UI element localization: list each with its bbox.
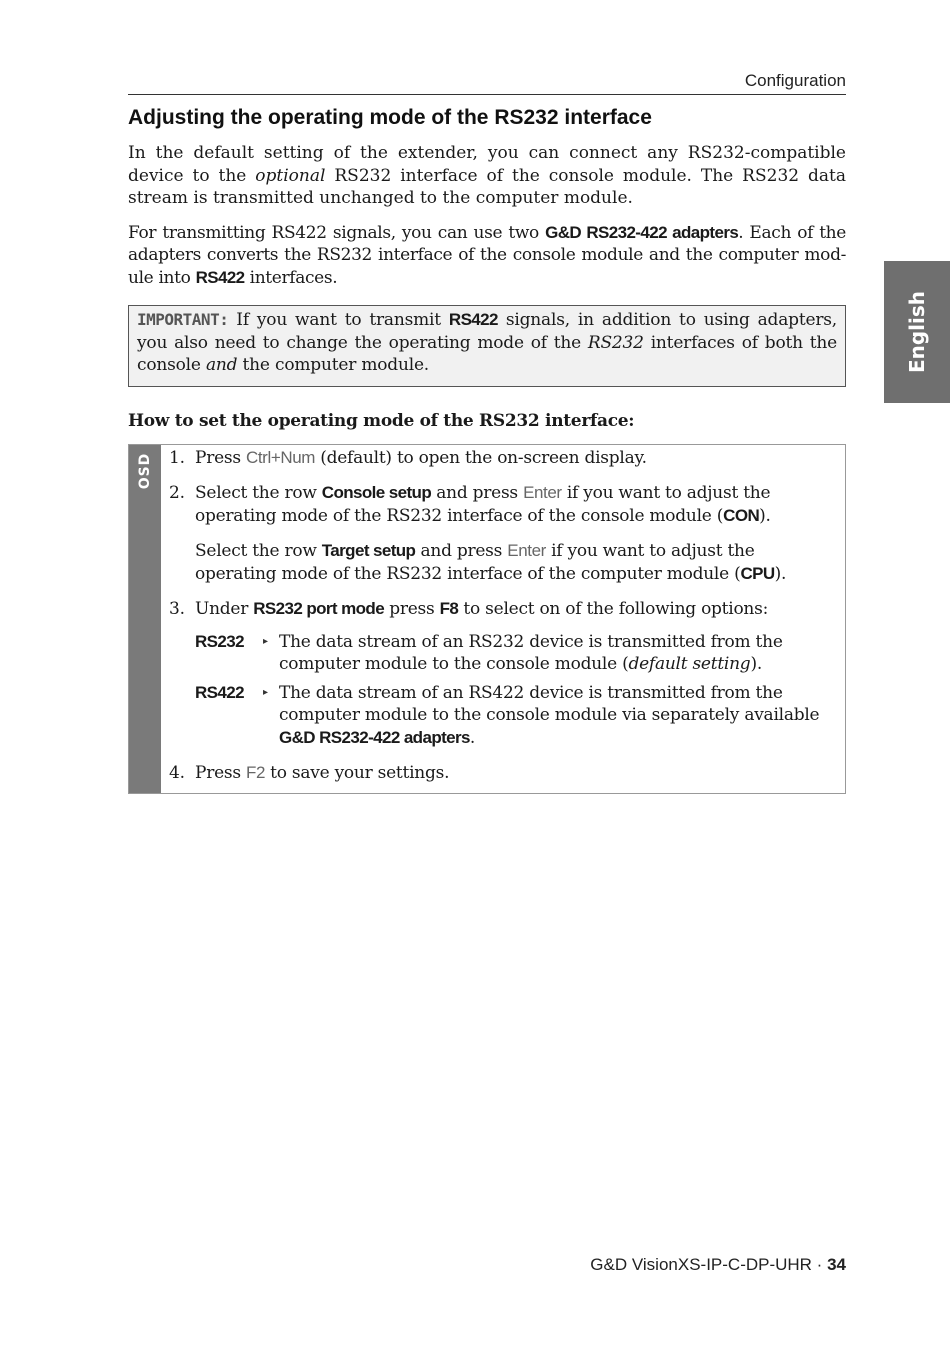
intro-paragraph: In the default setting of the extender, you can connect any RS232-compatible device to the optional RS232 interface of the console module. The RS232 data stream is transmitted unchanged to the computer module.	[128, 143, 846, 208]
module-code: CPU	[740, 563, 775, 583]
osd-label: OSD	[137, 452, 153, 489]
option-row	[195, 631, 835, 676]
rs422-term: RS422	[448, 310, 498, 329]
triangle-right-icon: ▸	[263, 686, 268, 698]
page-content	[128, 106, 846, 794]
osd-sidebar	[129, 445, 161, 793]
option-description: The data stream of an RS422 device is transmitted from the computer module to the console module via separately available G&D RS232-422 adapters.	[279, 682, 820, 748]
hotkey: F8	[439, 599, 459, 618]
rs232-emphasis: RS232	[587, 332, 644, 353]
option-name: RS422	[195, 682, 244, 702]
header-rule	[128, 94, 846, 95]
option-description: The data stream of an RS232 device is transmitted from the computer module to the console module (default setting).	[279, 631, 783, 674]
step-1: 1. Press Ctrl+Num (default) to open the on-screen display.	[169, 447, 647, 468]
module-code: CON	[723, 505, 760, 525]
step-number: 2.	[169, 483, 185, 503]
page-footer	[590, 1255, 846, 1275]
step-4: 4. Press F2 to save your settings.	[169, 763, 450, 783]
step-3: 3. Under RS232 port mode press F8 to select on of the following options: RS232 ▸ The data stream of an RS232 device is transmitted from the computer module to the console module (default setting). RS422 ▸ The data stream of an RS422 device is transmitted from the computer module to the console module via separately available G&D RS232-422 adapters.	[169, 598, 835, 749]
adapter-product-name: G&D RS232-422 adapters	[279, 727, 470, 747]
important-label: IMPORTANT:	[137, 310, 229, 329]
step-number: 3.	[169, 599, 185, 619]
step-number: 4.	[169, 763, 185, 783]
important-note: IMPORTANT: If you want to transmit RS422 signals, in addition to using adapters, you also need to change the operating mode of the RS232 interfaces of both the console and the computer module.	[128, 305, 846, 387]
rs422-paragraph: For transmitting RS422 signals, you can use two G&D RS232-422 adapters. Each of the adapters converts the RS232 interface of the console module and the computer mod-ule into RS422 interfaces.	[128, 222, 846, 288]
hotkey: F2	[245, 763, 266, 782]
page-number: 34	[827, 1255, 846, 1274]
triangle-right-icon: ▸	[263, 635, 268, 647]
step-2: 2. Select the row Console setup and press Enter if you want to adjust the operating mode of the RS232 interface of the console module (CON). Select the row Target setup and press Enter if you want to adjust the operating mode of the RS232 interface of the computer module (CPU).	[169, 482, 835, 585]
step-number: 1.	[169, 447, 185, 468]
language-tab-label: English	[905, 290, 929, 374]
menu-row-name: Console setup	[321, 483, 432, 502]
howto-heading: How to set the operating mode of the RS232 interface:	[128, 410, 635, 431]
hotkey: Enter	[507, 541, 546, 560]
optional-emphasis: optional	[255, 165, 326, 186]
hotkey: Ctrl+Num	[245, 447, 316, 467]
step-2-alternative: Select the row Target setup and press Enter if you want to adjust the operating mode of the RS232 interface of the computer module (CPU).	[195, 541, 787, 584]
section-title: Adjusting the operating mode of the RS232 interface	[128, 106, 652, 129]
option-name: RS232	[195, 631, 244, 651]
adapter-product-name: G&D RS232-422 adapters	[545, 222, 739, 242]
rs422-term: RS422	[195, 267, 245, 287]
steps-list	[161, 445, 845, 793]
option-row	[195, 682, 835, 750]
default-setting-emphasis: default setting	[628, 654, 751, 674]
product-name: G&D VisionXS-IP-C-DP-UHR ·	[590, 1255, 828, 1274]
menu-row-name: Target setup	[321, 541, 416, 560]
and-emphasis: and	[205, 355, 238, 375]
menu-item-name: RS232 port mode	[253, 599, 385, 618]
running-header: Configuration	[744, 71, 846, 90]
language-tab	[884, 261, 950, 403]
hotkey: Enter	[523, 483, 562, 502]
osd-instructions-box	[128, 444, 846, 794]
